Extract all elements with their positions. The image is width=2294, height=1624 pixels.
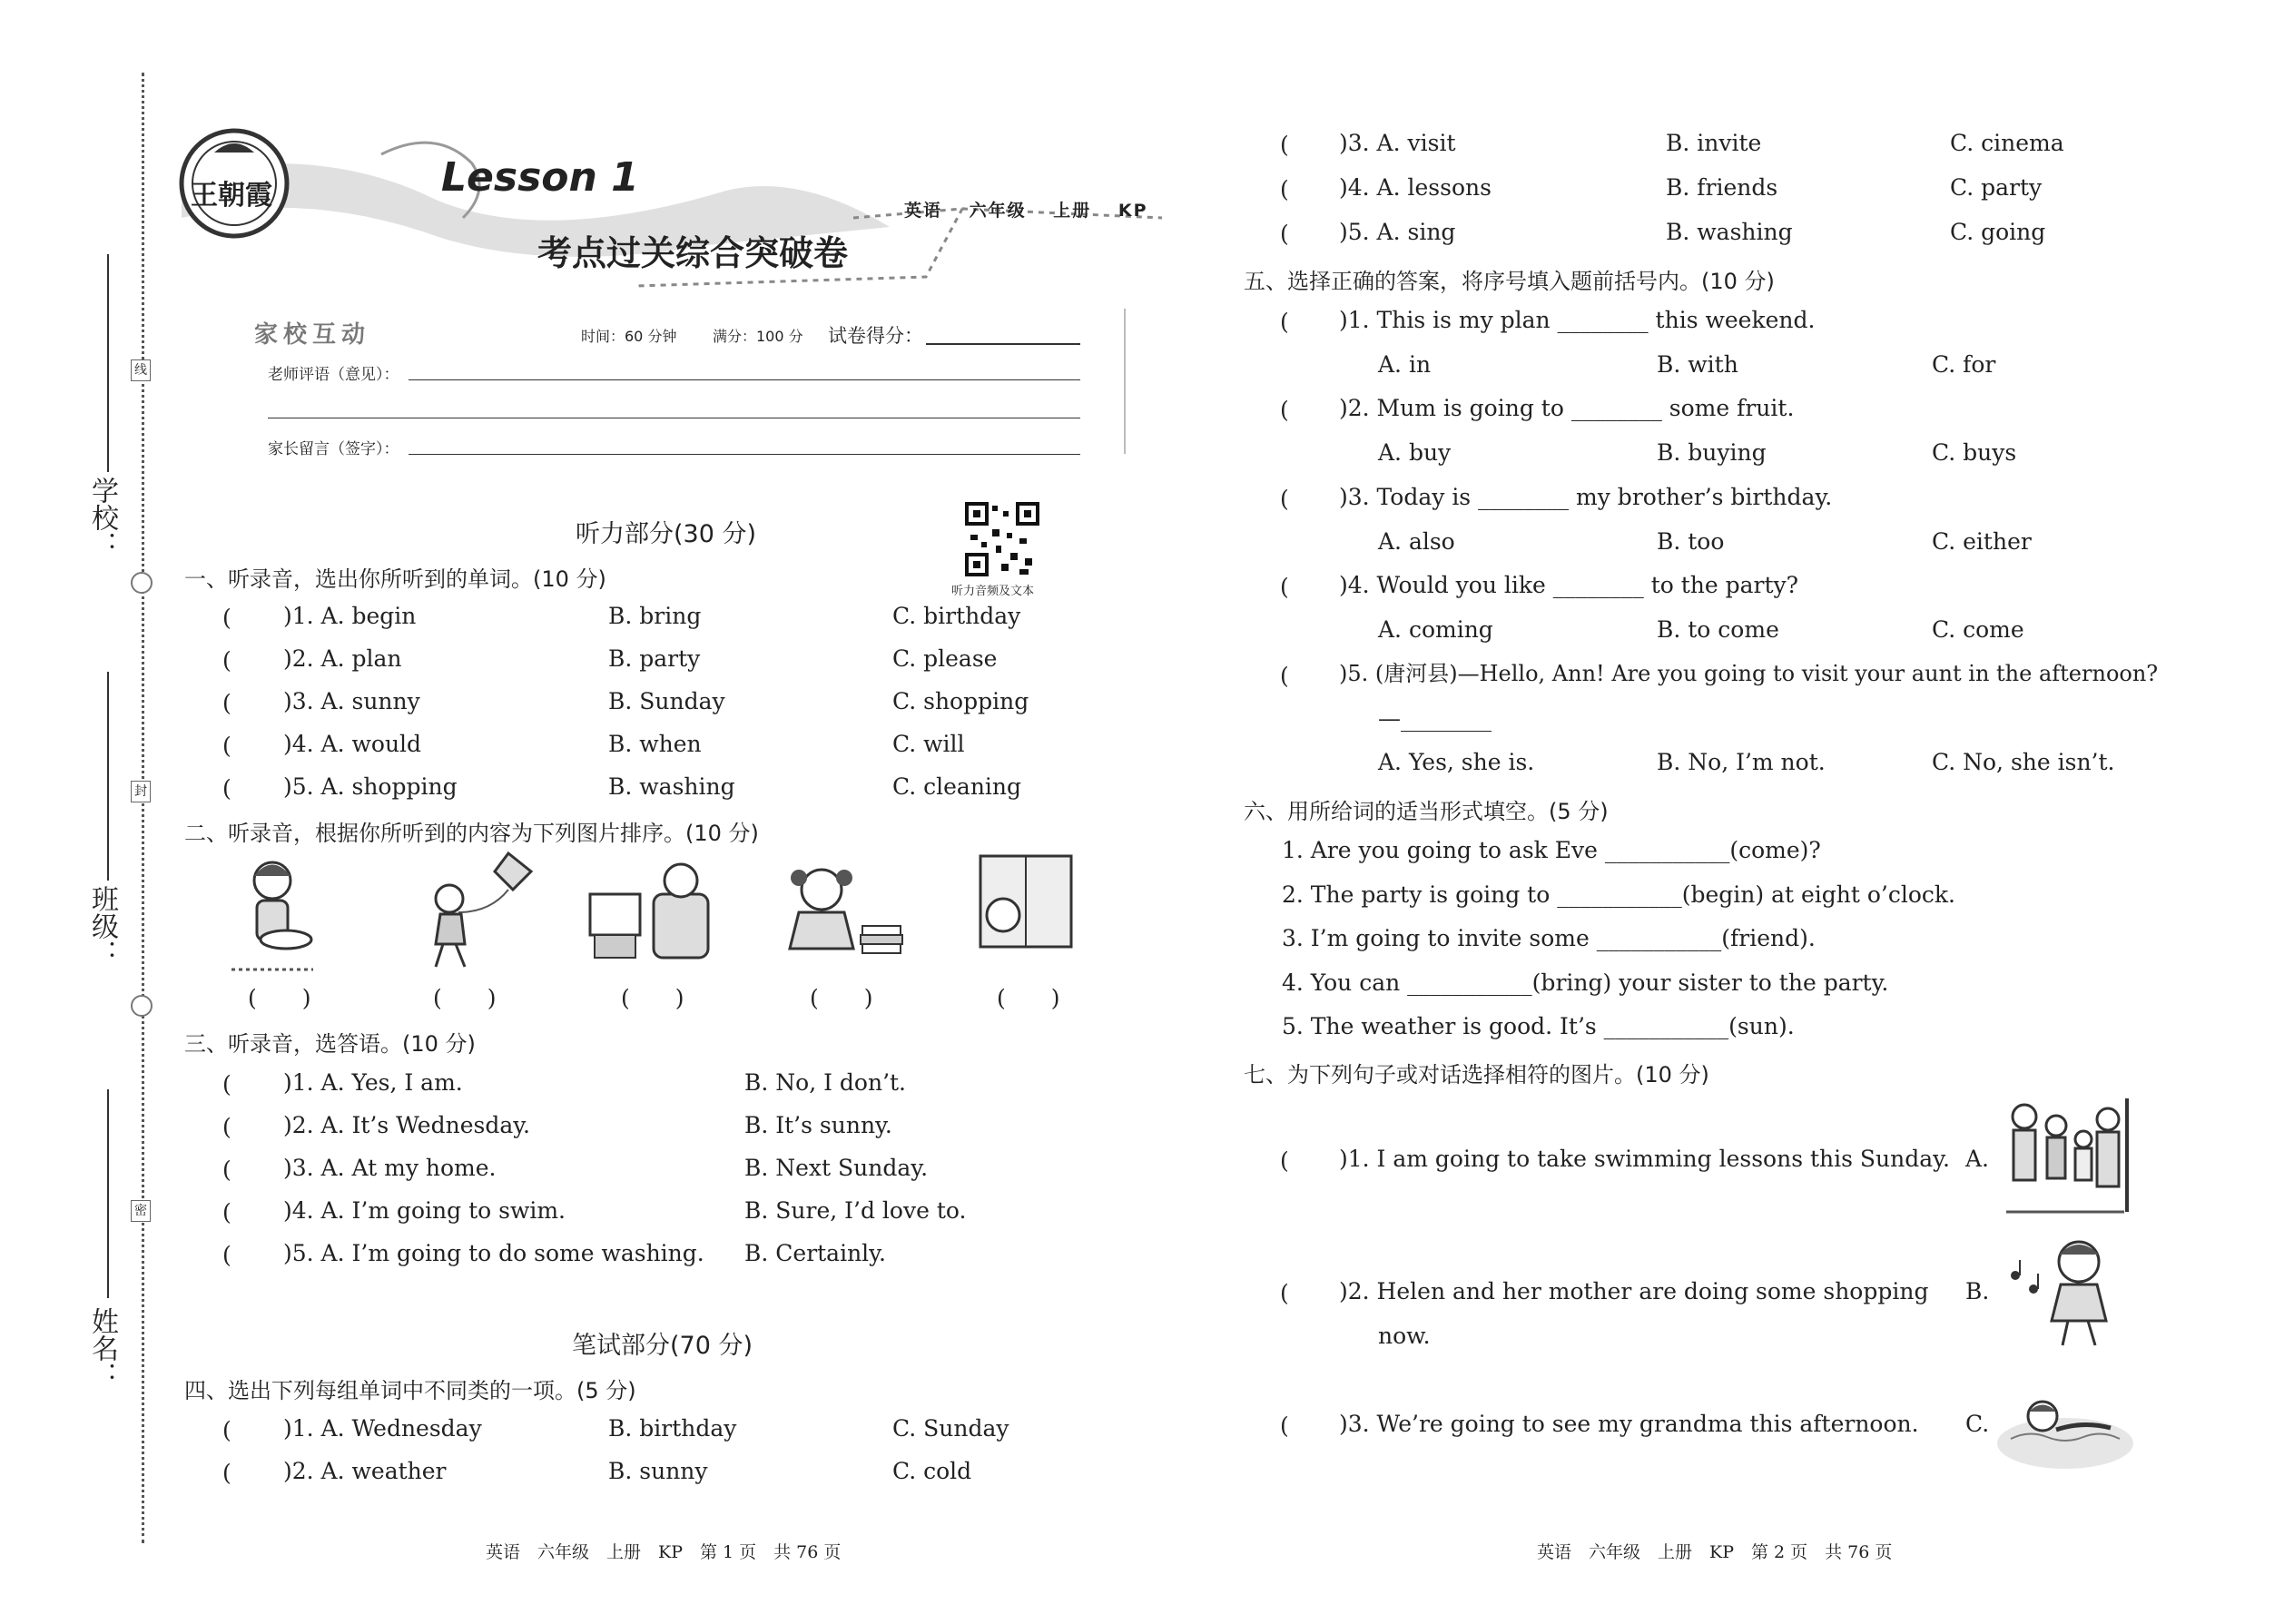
boy-watching-tv-picture xyxy=(581,853,717,971)
answer-paren: ( xyxy=(222,1242,231,1268)
s4-q1-c: C. Sunday xyxy=(892,1415,1009,1442)
s6-q1: 1. Are you going to ask Eve ___________(come)? xyxy=(1282,837,1821,863)
answer-paren: ( xyxy=(1280,221,1289,247)
s6-q5: 5. The weather is good. It’s ___________(sun). xyxy=(1282,1013,1795,1039)
margin-mark-xian: 线 xyxy=(131,359,151,381)
s4-q5-c: C. going xyxy=(1950,219,2046,245)
s1-q4-a: )4. A. would xyxy=(283,731,422,757)
section-4-title: 四、选出下列每组单词中不同类的一项。(5 分) xyxy=(184,1378,636,1403)
s6-q2: 2. The party is going to ___________(begin) at eight o’clock. xyxy=(1282,881,1955,908)
parent-comment-line[interactable] xyxy=(409,454,1080,455)
s5-q4: )4. Would you like ________ to the party? xyxy=(1339,572,1799,598)
boy-swimming-picture xyxy=(1993,1384,2138,1475)
section-6-title: 六、用所给词的适当形式填空。(5 分) xyxy=(1244,799,1609,824)
s3-q2-b: B. It’s sunny. xyxy=(744,1112,892,1138)
s5-q2: )2. Mum is going to ________ some fruit. xyxy=(1339,395,1795,421)
margin-mark-feng: 封 xyxy=(131,781,151,802)
section-3-title: 三、听录音，选答语。(10 分) xyxy=(184,1031,476,1057)
s3-q3-a: )3. A. At my home. xyxy=(283,1155,497,1181)
answer-paren: ( xyxy=(222,1417,231,1443)
s1-q1-b: B. bring xyxy=(608,603,702,629)
s4-q5-a: )5. A. sing xyxy=(1339,219,1456,245)
s4-q2-b: B. sunny xyxy=(608,1458,708,1484)
picture-1-answer[interactable]: ( ) xyxy=(248,985,311,1011)
answer-paren: ( xyxy=(222,1156,231,1183)
s4-q4-c: C. party xyxy=(1950,174,2043,201)
s5-q4-a: A. coming xyxy=(1378,616,1493,643)
writing-title: 笔试部分(70 分) xyxy=(572,1332,753,1360)
picture-5-answer[interactable]: ( ) xyxy=(997,985,1060,1011)
s5-q5-b: B. No, I’m not. xyxy=(1657,749,1826,775)
s5-q5-dash: —________ xyxy=(1378,705,1492,732)
name-label: 姓名： xyxy=(86,1307,118,1389)
class-blank xyxy=(107,672,109,881)
picture-2-answer[interactable]: ( ) xyxy=(433,985,497,1011)
answer-paren: ( xyxy=(1280,397,1289,423)
s4-q1-a: )1. A. Wednesday xyxy=(283,1415,482,1442)
s5-q4-c: C. come xyxy=(1932,616,2024,643)
s1-q3-b: B. Sunday xyxy=(608,688,725,714)
binding-dotted-line xyxy=(142,73,144,1543)
s5-q3: )3. Today is ________ my brother’s birthday. xyxy=(1339,484,1833,510)
name-blank xyxy=(107,1089,109,1298)
s4-q5-b: B. washing xyxy=(1666,219,1793,245)
family-visiting-picture xyxy=(1997,1094,2133,1216)
section-7-title: 七、为下列句子或对话选择相符的图片。(10 分) xyxy=(1244,1062,1709,1088)
grade-tag: 英语 六年级 上册 KP xyxy=(904,201,1148,221)
s5-q1-c: C. for xyxy=(1932,351,1996,378)
answer-paren: ( xyxy=(222,690,231,716)
s7-option-a: A. xyxy=(1965,1146,1990,1172)
s1-q2-b: B. party xyxy=(608,645,701,672)
s5-q1: )1. This is my plan ________ this weekend. xyxy=(1339,307,1816,333)
s1-q5-a: )5. A. shopping xyxy=(283,773,458,800)
s6-q4: 4. You can ___________(bring) your sister to the party. xyxy=(1282,969,1889,996)
s5-q1-a: A. in xyxy=(1378,351,1432,378)
s4-q3-b: B. invite xyxy=(1666,130,1762,156)
s3-q4-b: B. Sure, I’d love to. xyxy=(744,1197,967,1224)
answer-paren: ( xyxy=(222,775,231,802)
s5-q2-c: C. buys xyxy=(1932,439,2017,466)
answer-paren: ( xyxy=(1280,132,1289,158)
footer-left: 英语 六年级 上册 KP 第 1 页 共 76 页 xyxy=(486,1542,842,1562)
girl-singing-picture xyxy=(1997,1235,2133,1353)
s4-q2-a: )2. A. weather xyxy=(283,1458,447,1484)
teacher-comment-label: 老师评语（意见）： xyxy=(268,366,399,384)
s3-q5-a: )5. A. I’m going to do some washing. xyxy=(283,1240,704,1266)
answer-paren: ( xyxy=(1280,1147,1289,1174)
picture-3-answer[interactable]: ( ) xyxy=(621,985,684,1011)
parent-comment-label: 家长留言（签字）： xyxy=(268,440,399,458)
school-label: 学校： xyxy=(86,477,118,558)
s3-q2-a: )2. A. It’s Wednesday. xyxy=(283,1112,530,1138)
s4-q3-a: )3. A. visit xyxy=(1339,130,1456,156)
home-school-label: 家校互动 xyxy=(254,321,371,349)
answer-paren: ( xyxy=(1280,176,1289,202)
s4-q1-b: B. birthday xyxy=(608,1415,737,1442)
s1-q4-b: B. when xyxy=(608,731,702,757)
s3-q5-b: B. Certainly. xyxy=(744,1240,886,1266)
listening-title: 听力部分(30 分) xyxy=(576,520,757,548)
qr-caption: 听力音频及文本 xyxy=(951,585,1035,598)
answer-paren: ( xyxy=(1280,663,1289,689)
s3-q3-b: B. Next Sunday. xyxy=(744,1155,929,1181)
s7-q1: )1. I am going to take swimming lessons this Sunday. xyxy=(1339,1146,1950,1172)
s4-q4-a: )4. A. lessons xyxy=(1339,174,1492,201)
s1-q5-c: C. cleaning xyxy=(892,773,1022,800)
score-blank[interactable] xyxy=(926,343,1080,345)
answer-paren: ( xyxy=(222,647,231,674)
margin-mark-mi: 密 xyxy=(131,1200,151,1222)
s1-q3-a: )3. A. sunny xyxy=(283,688,420,714)
s1-q1-c: C. birthday xyxy=(892,603,1021,629)
time-limit: 时间：60 分钟 xyxy=(581,328,677,345)
qr-code-icon[interactable] xyxy=(965,502,1039,576)
s4-q2-c: C. cold xyxy=(892,1458,972,1484)
answer-paren: ( xyxy=(1280,1412,1289,1439)
s3-q1-b: B. No, I don’t. xyxy=(744,1069,907,1096)
answer-paren: ( xyxy=(1280,1280,1289,1306)
s5-q5-a: A. Yes, she is. xyxy=(1378,749,1535,775)
s7-q3: )3. We’re going to see my grandma this afternoon. xyxy=(1339,1411,1919,1437)
section-1-title: 一、听录音，选出你所听到的单词。(10 分) xyxy=(184,566,606,592)
s1-q1-a: )1. A. begin xyxy=(283,603,417,629)
s5-q2-b: B. buying xyxy=(1657,439,1767,466)
section-2-title: 二、听录音，根据你所听到的内容为下列图片排序。(10 分) xyxy=(184,821,759,846)
class-label: 班级： xyxy=(86,885,118,967)
girl-reading-books-picture xyxy=(772,858,908,971)
s7-q2-cont: now. xyxy=(1378,1323,1431,1349)
s1-q4-c: C. will xyxy=(892,731,965,757)
s7-q2: )2. Helen and her mother are doing some shopping xyxy=(1339,1278,1929,1304)
s5-q4-b: B. to come xyxy=(1657,616,1779,643)
answer-paren: ( xyxy=(222,1071,231,1097)
answer-paren: ( xyxy=(222,1460,231,1486)
logo-text: 王朝霞 xyxy=(191,180,272,212)
s4-q3-c: C. cinema xyxy=(1950,130,2064,156)
full-marks: 满分：100 分 xyxy=(713,328,803,345)
section-5-title: 五、选择正确的答案，将序号填入题前括号内。(10 分) xyxy=(1244,269,1775,294)
answer-paren: ( xyxy=(1280,309,1289,335)
s3-q1-a: )1. A. Yes, I am. xyxy=(283,1069,463,1096)
s5-q3-c: C. either xyxy=(1932,528,2032,555)
s1-q3-c: C. shopping xyxy=(892,688,1029,714)
monkey-at-window-picture xyxy=(962,851,1085,969)
answer-paren: ( xyxy=(222,1199,231,1225)
s5-q2-a: A. buy xyxy=(1378,439,1452,466)
footer-right: 英语 六年级 上册 KP 第 2 页 共 76 页 xyxy=(1537,1542,1893,1562)
s5-q5-c: C. No, she isn’t. xyxy=(1932,749,2115,775)
s1-q2-a: )2. A. plan xyxy=(283,645,402,672)
s6-q3: 3. I’m going to invite some ___________(friend). xyxy=(1282,925,1816,951)
binding-hole-icon xyxy=(131,995,153,1017)
girl-making-cake-picture xyxy=(222,853,322,976)
picture-4-answer[interactable]: ( ) xyxy=(810,985,873,1011)
s3-q4-a: )4. A. I’m going to swim. xyxy=(283,1197,566,1224)
s5-q3-b: B. too xyxy=(1657,528,1725,555)
answer-paren: ( xyxy=(222,733,231,759)
girl-flying-kite-picture xyxy=(409,849,536,976)
answer-paren: ( xyxy=(222,1114,231,1140)
s1-q5-b: B. washing xyxy=(608,773,735,800)
answer-paren: ( xyxy=(222,605,231,631)
s5-q3-a: A. also xyxy=(1378,528,1455,555)
answer-paren: ( xyxy=(1280,486,1289,512)
s4-q4-b: B. friends xyxy=(1666,174,1778,201)
school-blank xyxy=(107,254,109,472)
teacher-comment-line[interactable] xyxy=(409,379,1080,380)
s7-option-b: B. xyxy=(1965,1278,1990,1304)
s7-option-c: C. xyxy=(1965,1411,1990,1437)
paper-subtitle: 考点过关综合突破卷 xyxy=(537,233,849,273)
s1-q2-c: C. please xyxy=(892,645,998,672)
binding-hole-icon xyxy=(131,572,153,594)
score-label: 试卷得分： xyxy=(828,325,923,347)
answer-paren: ( xyxy=(1280,574,1289,600)
s5-q1-b: B. with xyxy=(1657,351,1738,378)
s5-q5: )5. (唐河县)—Hello, Ann! Are you going to visit your aunt in the afternoon? xyxy=(1339,661,2159,686)
lesson-title: Lesson 1 xyxy=(441,154,639,201)
